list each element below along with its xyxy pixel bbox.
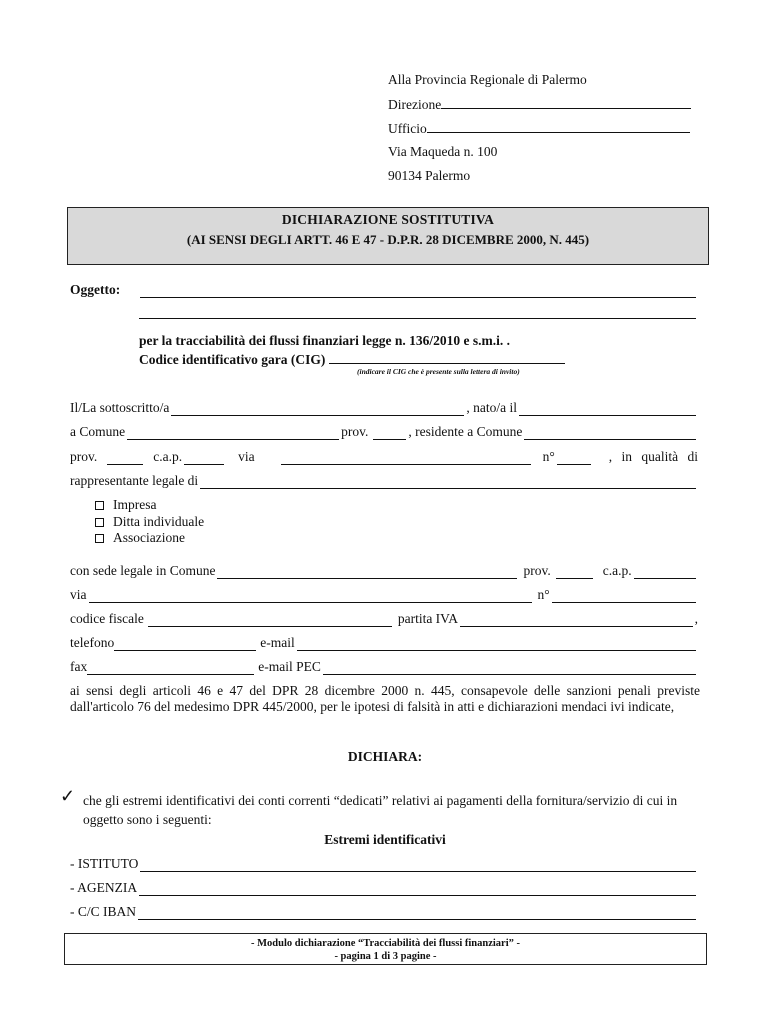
comune-residenza-blank[interactable]	[524, 427, 696, 440]
sede-label: con sede legale in Comune	[70, 563, 216, 578]
direzione-field	[388, 96, 691, 113]
direzione-blank[interactable]	[441, 96, 691, 109]
estremi-heading: Estremi identificativi	[324, 832, 446, 847]
sottoscritto-label: Il/La sottoscritto/a	[70, 400, 170, 415]
istituto-row	[70, 856, 698, 872]
sede-prov-label: prov.	[523, 563, 551, 578]
prov-label: prov.	[341, 424, 369, 439]
checkbox-icon[interactable]	[95, 501, 104, 510]
sede-cap-label: c.a.p.	[602, 563, 632, 578]
qualita-label: , in qualità di	[608, 449, 698, 464]
prov2-blank[interactable]	[107, 452, 143, 465]
sede-n-blank[interactable]	[552, 590, 696, 603]
rappresentante-row	[70, 473, 698, 489]
footer-page-number: - pagina 1 di 3 pagine -	[334, 951, 437, 962]
codice-fiscale-label: codice fiscale	[70, 611, 144, 626]
cig-blank[interactable]	[329, 351, 565, 364]
partita-iva-label: partita IVA	[397, 611, 458, 626]
fax-blank[interactable]	[87, 662, 254, 675]
oggetto-label: Oggetto:	[70, 282, 121, 297]
recipient-street: Via Maqueda n. 100	[388, 144, 498, 159]
document-title: DICHIARAZIONE SOSTITUTIVA	[281, 212, 495, 227]
iban-label: - C/C IBAN	[70, 904, 137, 919]
oggetto-row	[70, 282, 698, 298]
checkmark-icon: ✓	[60, 786, 76, 806]
email-blank[interactable]	[297, 638, 696, 651]
sede-cap-blank[interactable]	[634, 566, 696, 579]
sede-via-label: via	[70, 587, 87, 602]
recipient-city: 90134 Palermo	[388, 168, 471, 183]
sede-n-label: n°	[537, 587, 550, 602]
checkbox-icon[interactable]	[95, 518, 104, 527]
page-footer	[64, 933, 707, 965]
partita-iva-blank[interactable]	[460, 614, 693, 627]
ente-type-list	[95, 497, 204, 547]
sede-comune-blank[interactable]	[217, 566, 517, 579]
footer-module-name: - Modulo dichiarazione “Tracciabilità dei flussi finanziari” -	[250, 938, 520, 949]
codice-fiscale-blank[interactable]	[148, 614, 392, 627]
conti-statement: che gli estremi identificativi dei conti correnti “dedicati” relativi ai pagamenti della fornitura/servizio di cui in oggetto sono i seguenti:	[83, 793, 678, 827]
istituto-label: - ISTITUTO	[70, 856, 139, 871]
fax-label: fax	[70, 659, 88, 674]
sede-prov-blank[interactable]	[556, 566, 593, 579]
email-label: e-mail	[260, 635, 295, 650]
nome-blank[interactable]	[171, 403, 464, 416]
rappresentante-label: rappresentante legale di	[70, 473, 199, 488]
civico-blank[interactable]	[557, 452, 591, 465]
iban-blank[interactable]	[138, 907, 696, 920]
ufficio-label: Ufficio	[388, 121, 427, 136]
document-subtitle: (AI SENSI DEGLI ARTT. 46 E 47 - D.P.R. 28 DICEMBRE 2000, N. 445)	[186, 232, 590, 247]
option-associazione[interactable]: Associazione	[95, 530, 204, 547]
oggetto-blank-2[interactable]	[139, 306, 696, 319]
comma: ,	[694, 611, 698, 626]
prov2-label: prov.	[70, 449, 98, 464]
option-ditta[interactable]: Ditta individuale	[95, 514, 204, 531]
recipient-name: Alla Provincia Regionale di Palermo	[388, 72, 587, 87]
istituto-blank[interactable]	[140, 859, 696, 872]
dichiara-heading: DICHIARA:	[347, 749, 423, 764]
title-box	[67, 207, 709, 265]
checkbox-icon[interactable]	[95, 534, 104, 543]
via-blank[interactable]	[281, 452, 531, 465]
via-label: via	[238, 449, 255, 464]
sede-via-row	[70, 587, 698, 603]
residente-label: , residente a Comune	[408, 424, 523, 439]
ufficio-blank[interactable]	[427, 120, 690, 133]
prov-blank[interactable]	[373, 427, 406, 440]
agenzia-blank[interactable]	[139, 883, 696, 896]
declaration-paragraph: ai sensi degli articoli 46 e 47 del DPR 28 dicembre 2000 n. 445, consapevole delle sanzioni penali previste dall'articolo 76 del medesimo DPR 445/2000, per le ipotesi di falsità in atti e dichiarazioni mendaci ivi indicate,	[70, 683, 700, 714]
sede-via-blank[interactable]	[89, 590, 532, 603]
telefono-blank[interactable]	[114, 638, 256, 651]
cap-label: c.a.p.	[153, 449, 183, 464]
cig-note: (indicare il CIG che è presente sulla lettera di invito)	[357, 367, 520, 376]
sottoscritto-row	[70, 400, 698, 416]
comune-row	[70, 424, 698, 440]
oggetto-blank-1[interactable]	[140, 285, 696, 298]
cap-blank[interactable]	[184, 452, 224, 465]
option-impresa[interactable]: Impresa	[95, 497, 204, 514]
residenza-row	[70, 449, 698, 465]
comune-nascita-blank[interactable]	[127, 427, 339, 440]
pec-blank[interactable]	[323, 662, 696, 675]
n-label: n°	[542, 449, 555, 464]
data-nascita-blank[interactable]	[519, 403, 696, 416]
direzione-label: Direzione	[388, 97, 442, 112]
cig-label: Codice identificativo gara (CIG)	[139, 352, 326, 367]
rappresentante-blank[interactable]	[200, 476, 696, 489]
cig-field	[139, 351, 565, 368]
sede-row	[70, 563, 698, 579]
a-comune-label: a Comune	[70, 424, 126, 439]
telefono-label: telefono	[70, 635, 115, 650]
iban-row	[70, 904, 698, 920]
pec-label: e-mail PEC	[258, 659, 321, 674]
nato-label: , nato/a il	[466, 400, 517, 415]
fax-row	[70, 659, 698, 675]
agenzia-label: - AGENZIA	[70, 880, 138, 895]
ufficio-field	[388, 120, 690, 137]
contatti-row	[70, 635, 698, 651]
oggetto-tracciabilita: per la tracciabilità dei flussi finanziari legge n. 136/2010 e s.m.i. .	[139, 333, 510, 348]
fiscale-row	[70, 611, 698, 627]
agenzia-row	[70, 880, 698, 896]
